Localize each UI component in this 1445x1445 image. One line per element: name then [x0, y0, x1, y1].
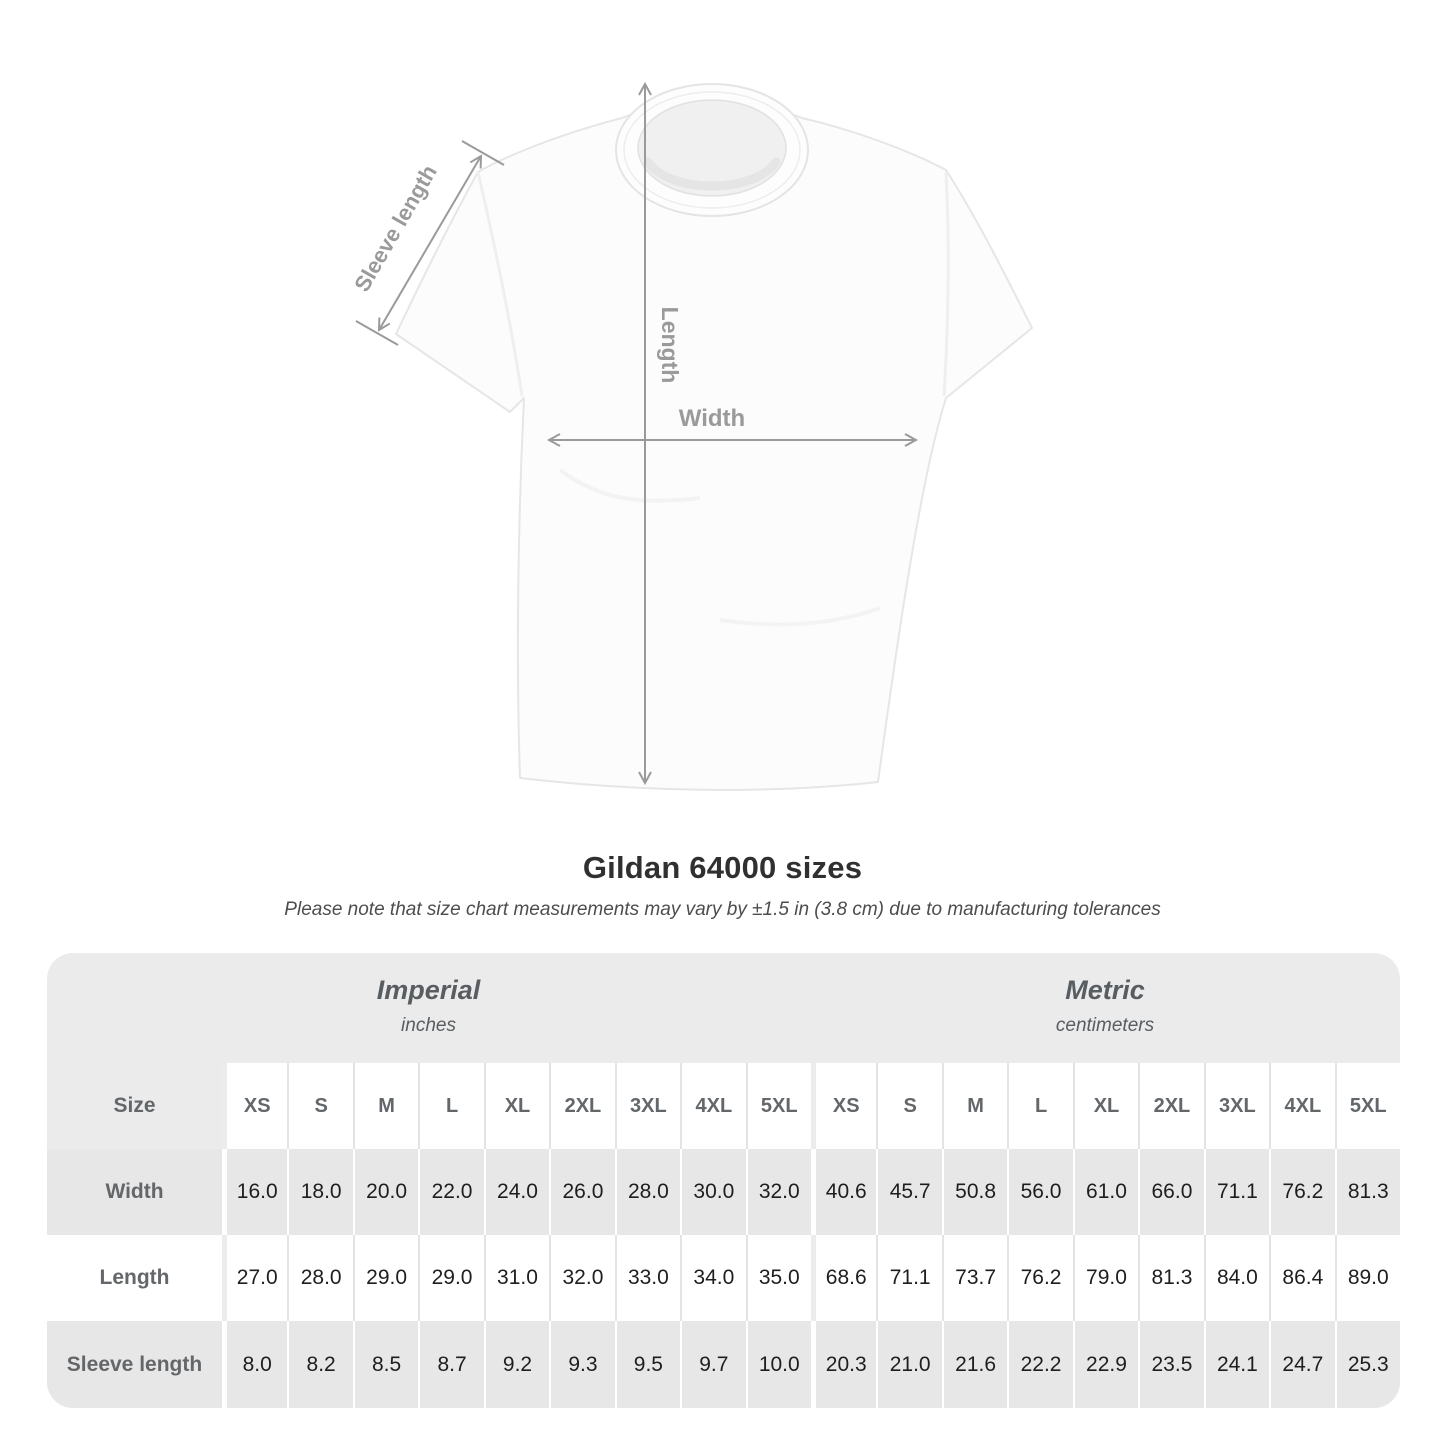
width-label: Width: [678, 405, 746, 432]
width-imperial-m: 20.0: [353, 1149, 418, 1235]
imperial-units: inches: [401, 1015, 456, 1036]
length-imperial-xs: 27.0: [222, 1235, 287, 1321]
length-metric-l: 76.2: [1007, 1235, 1072, 1321]
width-metric-2xl: 66.0: [1138, 1149, 1203, 1235]
size-header-metric-s: S: [876, 1063, 941, 1149]
size-column-header: Size: [113, 1094, 156, 1117]
width-metric-s: 45.7: [876, 1149, 941, 1235]
sleeve-length-imperial-xl: 9.2: [484, 1321, 549, 1408]
width-imperial-s: 18.0: [287, 1149, 352, 1235]
row-label-length: Length: [47, 1235, 222, 1321]
length-metric-3xl: 84.0: [1204, 1235, 1269, 1321]
sleeve-length-metric-3xl: 24.1: [1204, 1321, 1269, 1408]
length-imperial-3xl: 33.0: [615, 1235, 680, 1321]
metric-units: centimeters: [1055, 1015, 1155, 1036]
length-imperial-4xl: 34.0: [680, 1235, 745, 1321]
width-imperial-4xl: 30.0: [680, 1149, 745, 1235]
length-imperial-5xl: 35.0: [746, 1235, 811, 1321]
sleeve-length-imperial-xs: 8.0: [222, 1321, 287, 1408]
width-imperial-xl: 24.0: [484, 1149, 549, 1235]
size-header-imperial-4xl: 4XL: [680, 1063, 745, 1149]
size-header-imperial-xl: XL: [484, 1063, 549, 1149]
width-metric-xs: 40.6: [811, 1149, 876, 1235]
tolerance-note: Please note that size chart measurements may vary by ±1.5 in (3.8 cm) due to manufacturing tolerances: [284, 899, 1161, 920]
row-label-sleeve-length: Sleeve length: [47, 1321, 222, 1408]
sleeve-length-metric-s: 21.0: [876, 1321, 941, 1408]
length-imperial-l: 29.0: [418, 1235, 483, 1321]
size-chart-table: [47, 953, 1400, 1408]
width-imperial-3xl: 28.0: [615, 1149, 680, 1235]
sleeve-length-metric-xl: 22.9: [1073, 1321, 1138, 1408]
length-metric-5xl: 89.0: [1335, 1235, 1400, 1321]
page-title: Gildan 64000 sizes: [582, 850, 863, 885]
width-imperial-l: 22.0: [418, 1149, 483, 1235]
width-metric-4xl: 76.2: [1269, 1149, 1334, 1235]
length-metric-xs: 68.6: [811, 1235, 876, 1321]
length-metric-4xl: 86.4: [1269, 1235, 1334, 1321]
size-header-metric-4xl: 4XL: [1269, 1063, 1334, 1149]
sleeve-length-metric-4xl: 24.7: [1269, 1321, 1334, 1408]
size-header-metric-m: M: [942, 1063, 1007, 1149]
length-metric-xl: 79.0: [1073, 1235, 1138, 1321]
size-header-imperial-m: M: [353, 1063, 418, 1149]
length-metric-2xl: 81.3: [1138, 1235, 1203, 1321]
length-imperial-2xl: 32.0: [549, 1235, 614, 1321]
length-imperial-s: 28.0: [287, 1235, 352, 1321]
length-label: Length: [657, 306, 683, 384]
sleeve-length-metric-xs: 20.3: [811, 1321, 876, 1408]
size-header-metric-3xl: 3XL: [1204, 1063, 1269, 1149]
sleeve-length-metric-2xl: 23.5: [1138, 1321, 1203, 1408]
size-header-imperial-xs: XS: [222, 1063, 287, 1149]
size-header-metric-2xl: 2XL: [1138, 1063, 1203, 1149]
length-metric-s: 71.1: [876, 1235, 941, 1321]
size-header-imperial-5xl: 5XL: [746, 1063, 811, 1149]
width-imperial-xs: 16.0: [222, 1149, 287, 1235]
length-imperial-m: 29.0: [353, 1235, 418, 1321]
sleeve-length-imperial-5xl: 10.0: [746, 1321, 811, 1408]
size-table-grid: [47, 1063, 1400, 1408]
length-imperial-xl: 31.0: [484, 1235, 549, 1321]
metric-title: Metric: [1065, 975, 1145, 1005]
unit-header-band: [47, 953, 1400, 1063]
length-metric-m: 73.7: [942, 1235, 1007, 1321]
width-metric-5xl: 81.3: [1335, 1149, 1400, 1235]
imperial-header: [47, 953, 810, 1063]
width-metric-l: 56.0: [1007, 1149, 1072, 1235]
sleeve-length-imperial-4xl: 9.7: [680, 1321, 745, 1408]
sleeve-length-imperial-m: 8.5: [353, 1321, 418, 1408]
sleeve-length-metric-5xl: 25.3: [1335, 1321, 1400, 1408]
sleeve-length-imperial-3xl: 9.5: [615, 1321, 680, 1408]
metric-header: [810, 953, 1400, 1063]
size-header-metric-xl: XL: [1073, 1063, 1138, 1149]
size-header-imperial-2xl: 2XL: [549, 1063, 614, 1149]
size-header-imperial-3xl: 3XL: [615, 1063, 680, 1149]
sleeve-length-imperial-s: 8.2: [287, 1321, 352, 1408]
width-imperial-2xl: 26.0: [549, 1149, 614, 1235]
sleeve-cap-bottom: [356, 321, 398, 345]
caption-block: [0, 850, 1445, 921]
sleeve-length-label: Sleeve length: [349, 160, 442, 296]
sleeve-cap-top: [462, 141, 504, 165]
sleeve-length-metric-l: 22.2: [1007, 1321, 1072, 1408]
size-header-metric-xs: XS: [811, 1063, 876, 1149]
sleeve-length-imperial-l: 8.7: [418, 1321, 483, 1408]
size-header-metric-l: L: [1007, 1063, 1072, 1149]
width-metric-xl: 61.0: [1073, 1149, 1138, 1235]
imperial-title: Imperial: [376, 975, 481, 1005]
tshirt-illustration: [396, 84, 1032, 790]
sleeve-length-imperial-2xl: 9.3: [549, 1321, 614, 1408]
size-header-imperial-s: S: [287, 1063, 352, 1149]
width-imperial-5xl: 32.0: [746, 1149, 811, 1235]
sleeve-length-metric-m: 21.6: [942, 1321, 1007, 1408]
width-metric-3xl: 71.1: [1204, 1149, 1269, 1235]
size-header-imperial-l: L: [418, 1063, 483, 1149]
size-header-metric-5xl: 5XL: [1335, 1063, 1400, 1149]
row-label-width: Width: [47, 1149, 222, 1235]
width-metric-m: 50.8: [942, 1149, 1007, 1235]
